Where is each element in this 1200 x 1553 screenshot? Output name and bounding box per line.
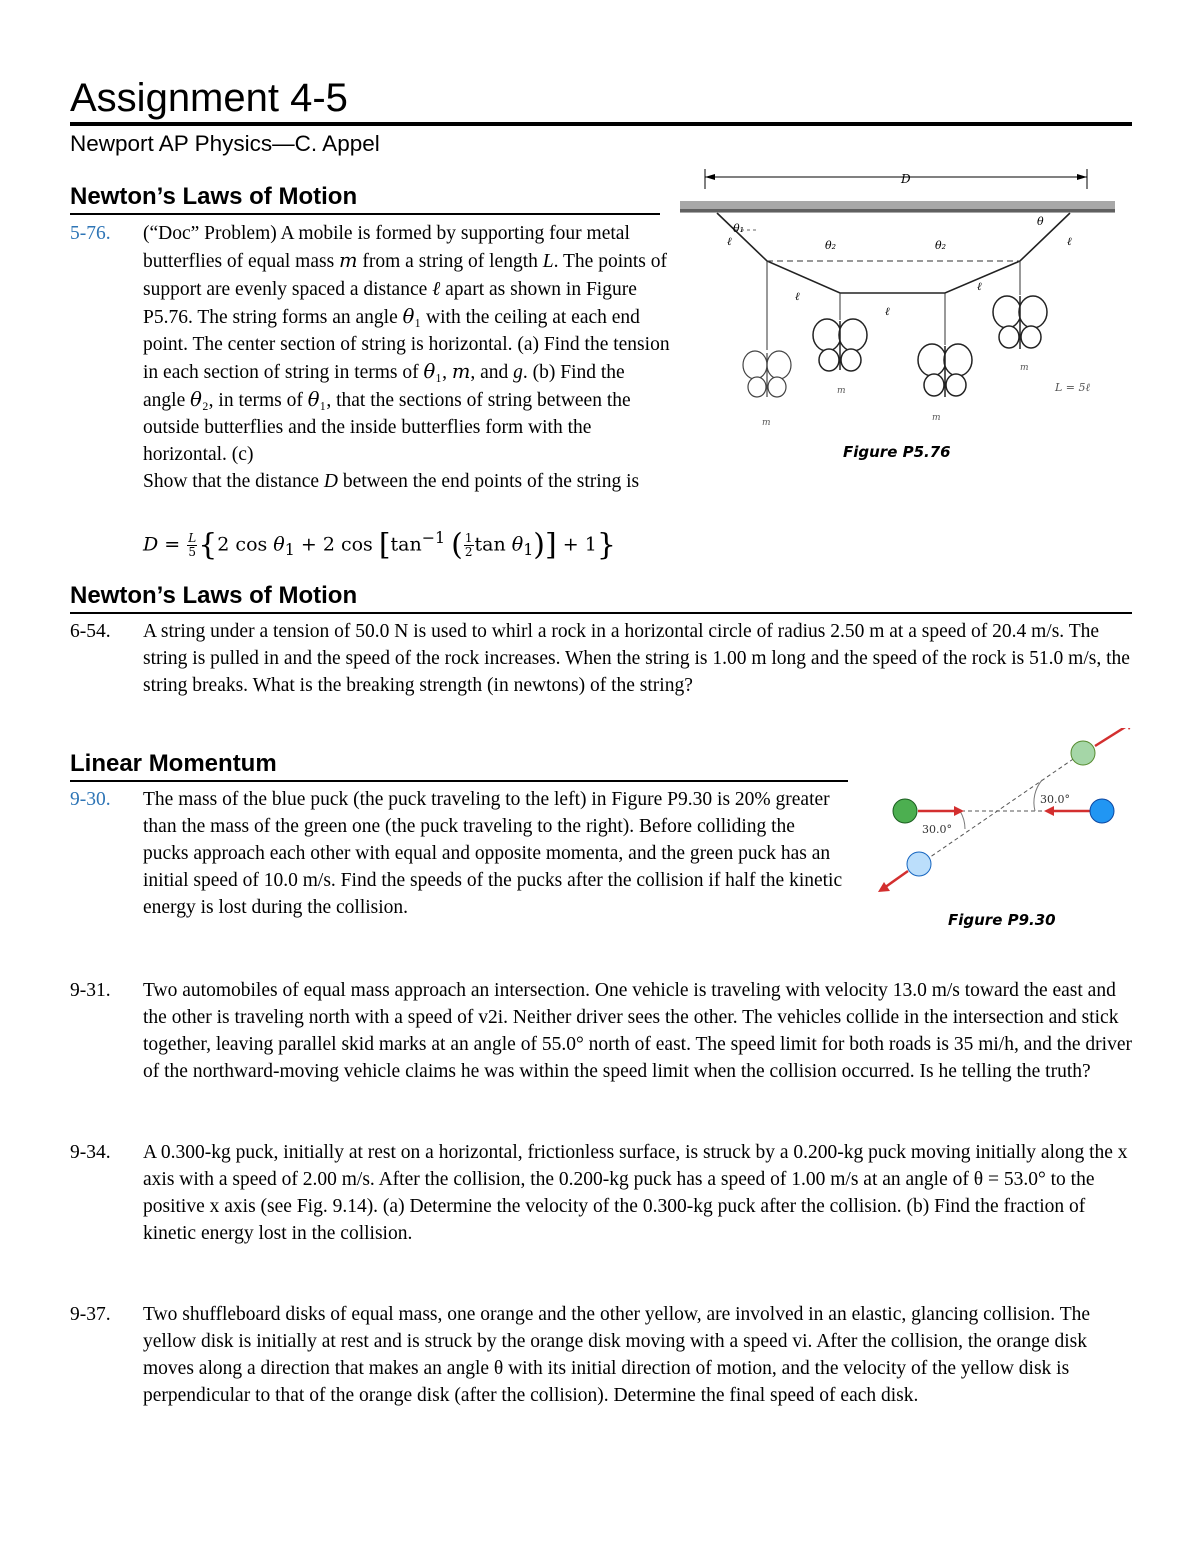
figure-caption-p9-30: Figure P9.30 bbox=[948, 911, 1056, 929]
figure-p9-30 bbox=[870, 728, 1150, 898]
blue-puck-initial bbox=[1090, 799, 1114, 823]
problem-9-34 bbox=[70, 1139, 1132, 1247]
label-m-2: m bbox=[837, 386, 846, 396]
section-rule-1 bbox=[70, 213, 660, 215]
section-rule-3 bbox=[70, 780, 848, 782]
butterfly-2 bbox=[813, 319, 867, 371]
problem-text-cont: Show that the distance D between the end points of the string is bbox=[143, 471, 640, 492]
section-heading-newton-1: Newton’s Laws of Motion bbox=[70, 183, 358, 210]
figure-p5-76 bbox=[675, 165, 1125, 450]
problem-number: 9-30. bbox=[70, 789, 111, 810]
problem-text: A 0.300-kg puck, initially at rest on a horizontal, frictionless surface, is struck by a 0.200-kg puck moving initially along the x axis with a speed of 2.00 m/s. After the collision, the 0.200-kg puck has a speed of 1.00 m/s at an angle of θ = 53.0° to the positive x axis (see Fig. 9.14). (a) Determine the velocity of the 0.300-kg puck after the collision. (b) Find the fraction of kinetic energy lost in the collision. bbox=[143, 1142, 1128, 1244]
label-L: L = 5ℓ bbox=[1055, 381, 1091, 394]
problem-text: (“Doc” Problem) A mobile is formed by supporting four metal butterflies of equal mass m from a string of length L. The points of support are evenly spaced a distance ℓ apart as shown in Figure P5.76. The string forms an angle θ₁ with the ceiling at each end point. The center section of string is horizontal. (a) Find the tension in each section of string in terms of θ₁, m, and g. (b) Find the angle θ₂, in terms of θ₁, that the sections of string between the outside butterflies and the inside butterflies form with the horizontal. (c) bbox=[143, 223, 670, 465]
formula-D: D = $\frac{L}{5}$ {2 $\cos \theta_1 + 2$ $\cos [\tan^{-1}$ ( $\frac{1}{2}$ $\tan \theta_1)] + 1$} bbox=[143, 527, 616, 563]
figure-caption-p5-76: Figure P5.76 bbox=[843, 443, 951, 461]
label-m-3: m bbox=[932, 413, 941, 423]
problem-number: 5-76. bbox=[70, 223, 111, 244]
problem-number: 9-34. bbox=[70, 1142, 111, 1163]
section-heading-newton-2: Newton’s Laws of Motion bbox=[70, 582, 358, 609]
butterfly-1 bbox=[743, 351, 791, 397]
label-ell-4: ℓ bbox=[977, 280, 982, 293]
problem-9-31 bbox=[70, 977, 1132, 1085]
problem-text: Two automobiles of equal mass approach an intersection. One vehicle is traveling with velocity 13.0 m/s toward the east and the other is traveling north with a speed of v2i. Neither driver sees the other. The vehicles collide in the intersection and stick together, leaving parallel skid marks at an angle of 55.0° north of east. The speed limit for both roads is 35 mi/h, and the driver of the northward-moving vehicle claims he was within the speed limit when the collision occurred. Is he telling the truth? bbox=[143, 980, 1132, 1082]
problem-number: 6-54. bbox=[70, 621, 111, 642]
label-D: D bbox=[901, 172, 911, 186]
blue-puck-final bbox=[907, 852, 931, 876]
mobile-string bbox=[717, 213, 1070, 293]
label-ell-1: ℓ bbox=[727, 235, 732, 248]
butterfly-3 bbox=[918, 344, 972, 397]
page-subtitle: Newport AP Physics—C. Appel bbox=[70, 131, 380, 156]
angle-label-left: 30.0° bbox=[922, 823, 952, 836]
section-heading-momentum: Linear Momentum bbox=[70, 750, 277, 777]
problem-text: The mass of the blue puck (the puck traveling to the left) in Figure P9.30 is 20% greater than the mass of the green one (the puck traveling to the right). Before colliding the pucks approach each other with equal and opposite momenta, and the green puck has an initial speed of 10.0 m/s. Find the speeds of the pucks after the collision if half the kinetic energy is lost during the collision. bbox=[143, 789, 843, 918]
problem-9-30 bbox=[70, 786, 845, 921]
problem-number: 9-31. bbox=[70, 980, 111, 1001]
label-theta1: θ₁ bbox=[733, 222, 745, 235]
problem-text: A string under a tension of 50.0 N is used to whirl a rock in a horizontal circle of radius 2.50 m at a speed of 20.4 m/s. The string is pulled in and the speed of the rock increases. When the string is 1.00 m long and the speed of the rock is 51.0 m/s, the string breaks. What is the breaking strength (in newtons) of the string? bbox=[143, 621, 1130, 696]
green-puck-final bbox=[1071, 741, 1095, 765]
label-ell-2: ℓ bbox=[795, 290, 800, 303]
label-ell-5: ℓ bbox=[1067, 235, 1072, 248]
title-rule bbox=[70, 122, 1132, 126]
problem-number: 9-37. bbox=[70, 1304, 111, 1325]
label-ell-3: ℓ bbox=[885, 305, 890, 318]
page-title: Assignment 4-5 bbox=[70, 76, 348, 120]
problem-5-76 bbox=[70, 220, 670, 495]
problem-text: Two shuffleboard disks of equal mass, one orange and the other yellow, are involved in an elastic, glancing collision. The yellow disk is initially at rest and is struck by the orange disk moving with a speed vi. After the collision, the orange disk moves along a direction that makes an angle θ with its initial direction of motion, and the velocity of the yellow disk is perpendicular to that of the orange disk (after the collision). Determine the final speed of each disk. bbox=[143, 1304, 1091, 1406]
problem-6-54 bbox=[70, 618, 1132, 699]
label-m-1: m bbox=[762, 418, 771, 428]
angle-label-right: 30.0° bbox=[1040, 793, 1070, 806]
label-theta2-right: θ₂ bbox=[935, 239, 947, 252]
problem-9-37 bbox=[70, 1301, 1132, 1409]
label-m-4: m bbox=[1020, 363, 1029, 373]
butterfly-4 bbox=[993, 296, 1047, 349]
green-puck-initial bbox=[893, 799, 917, 823]
label-theta2-left: θ₂ bbox=[825, 239, 837, 252]
label-theta: θ bbox=[1037, 215, 1044, 228]
section-rule-2 bbox=[70, 612, 1132, 614]
